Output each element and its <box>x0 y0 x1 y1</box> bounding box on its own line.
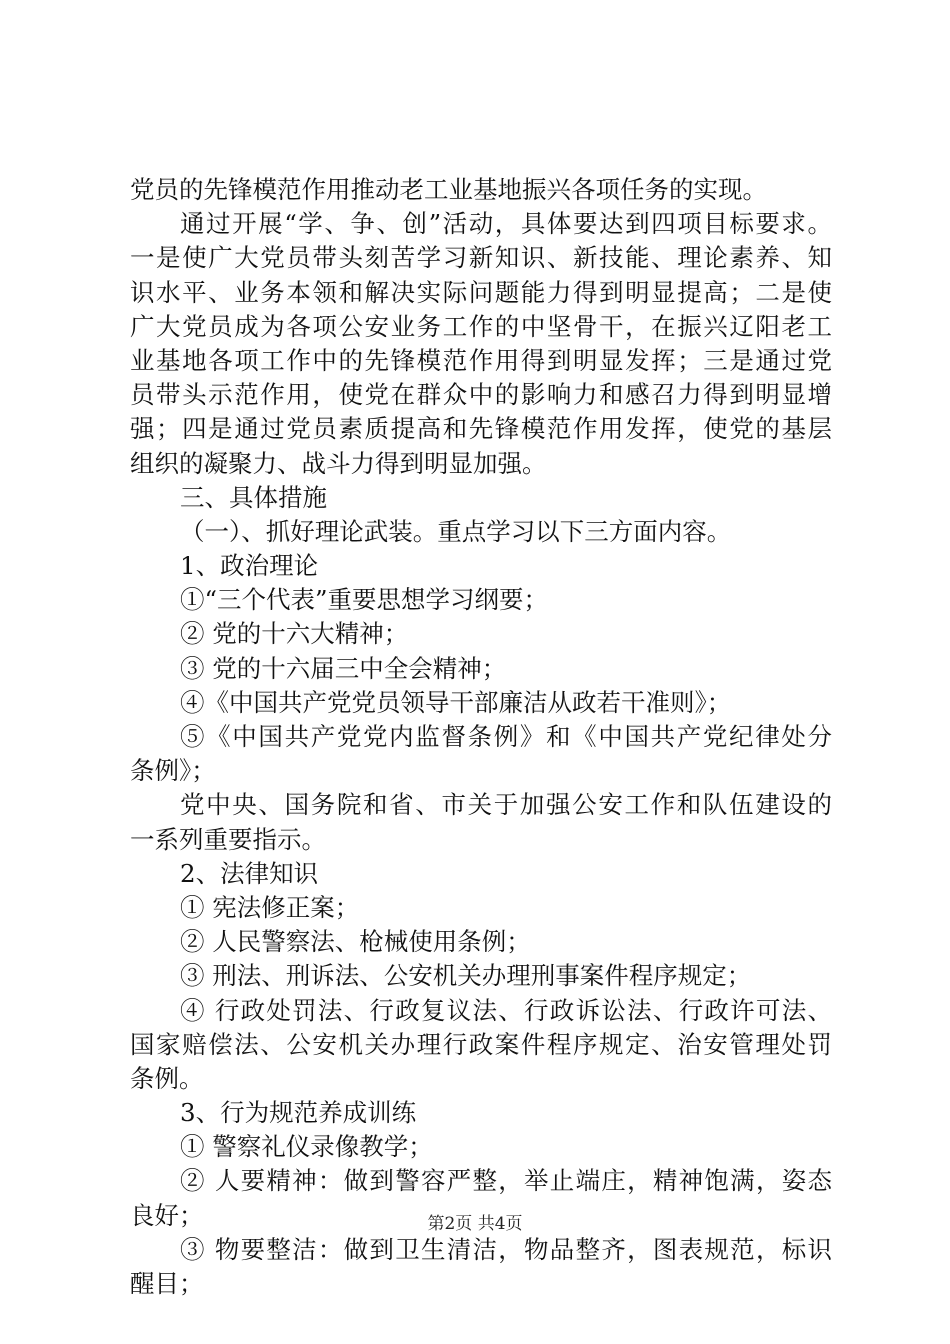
text-line: 党员的先锋模范作用推动老工业基地振兴各项任务的实现。 <box>130 175 767 204</box>
text-line: 业基地各项工作中的先锋模范作用得到明显发挥；三是通过党 <box>130 345 832 375</box>
text-line: ①“三个代表”重要思想学习纲要； <box>180 585 549 615</box>
text-line: ② 人民警察法、枪械使用条例； <box>180 927 531 957</box>
text-line: ① 警察礼仪录像教学； <box>180 1132 433 1162</box>
text-line: 良好； <box>130 1200 204 1230</box>
text-line: 醒目； <box>130 1269 204 1298</box>
page-footer: 第2页 共4页 <box>427 1214 523 1234</box>
text-line: 国家赔偿法、公安机关办理行政案件程序规定、治安管理处罚 <box>130 1029 832 1059</box>
text-line: ① 宪法修正案； <box>180 892 360 922</box>
text-line: 组织的凝聚力、战斗力得到明显加强。 <box>130 448 547 478</box>
text-line: 识水平、业务本领和解决实际问题能力得到明显提高；二是使 <box>130 277 832 307</box>
text-line: 一系列重要指示。 <box>130 824 326 854</box>
text-line: ② 党的十六大精神； <box>180 619 409 649</box>
text-line: 条例。 <box>130 1063 204 1093</box>
text-line: 三、具体措施 <box>180 482 327 512</box>
text-line: ② 人要精神：做到警容严整，举止端庄，精神饱满，姿态 <box>180 1166 832 1196</box>
text-line: ③ 物要整洁：做到卫生清洁，物品整齐，图表规范，标识 <box>180 1234 832 1264</box>
text-line: 一是使广大党员带头刻苦学习新知识、新技能、理论素养、知 <box>130 243 832 273</box>
text-line: 广大党员成为各项公安业务工作的中坚骨干，在振兴辽阳老工 <box>130 311 832 341</box>
text-line: ④《中国共产党党员领导干部廉洁从政若干准则》； <box>180 687 732 717</box>
text-line: ④ 行政处罚法、行政复议法、行政诉讼法、行政许可法、 <box>180 995 832 1025</box>
text-line: ⑤《中国共产党党内监督条例》和《中国共产党纪律处分 <box>180 722 832 751</box>
text-line: 通过开展“学、争、创”活动，具体要达到四项目标要求。 <box>180 209 832 239</box>
text-line: 1、政治理论 <box>180 551 319 581</box>
text-line: （一）、抓好理论武装。重点学习以下三方面内容。 <box>180 516 732 546</box>
text-line: ③ 刑法、刑诉法、公安机关办理刑事案件程序规定； <box>180 961 752 991</box>
text-line: ③ 党的十六届三中全会精神； <box>180 653 507 683</box>
text-line: 3、行为规范养成训练 <box>180 1098 417 1128</box>
text-line: 2、法律知识 <box>180 858 319 888</box>
text-line: 强；四是通过党员素质提高和先锋模范作用发挥，使党的基层 <box>130 414 832 444</box>
text-line: 条例》； <box>130 756 216 786</box>
document-body <box>130 173 832 1301</box>
text-line: 党中央、国务院和省、市关于加强公安工作和队伍建设的 <box>180 790 832 820</box>
text-line: 员带头示范作用，使党在群众中的影响力和感召力得到明显增 <box>130 380 832 410</box>
